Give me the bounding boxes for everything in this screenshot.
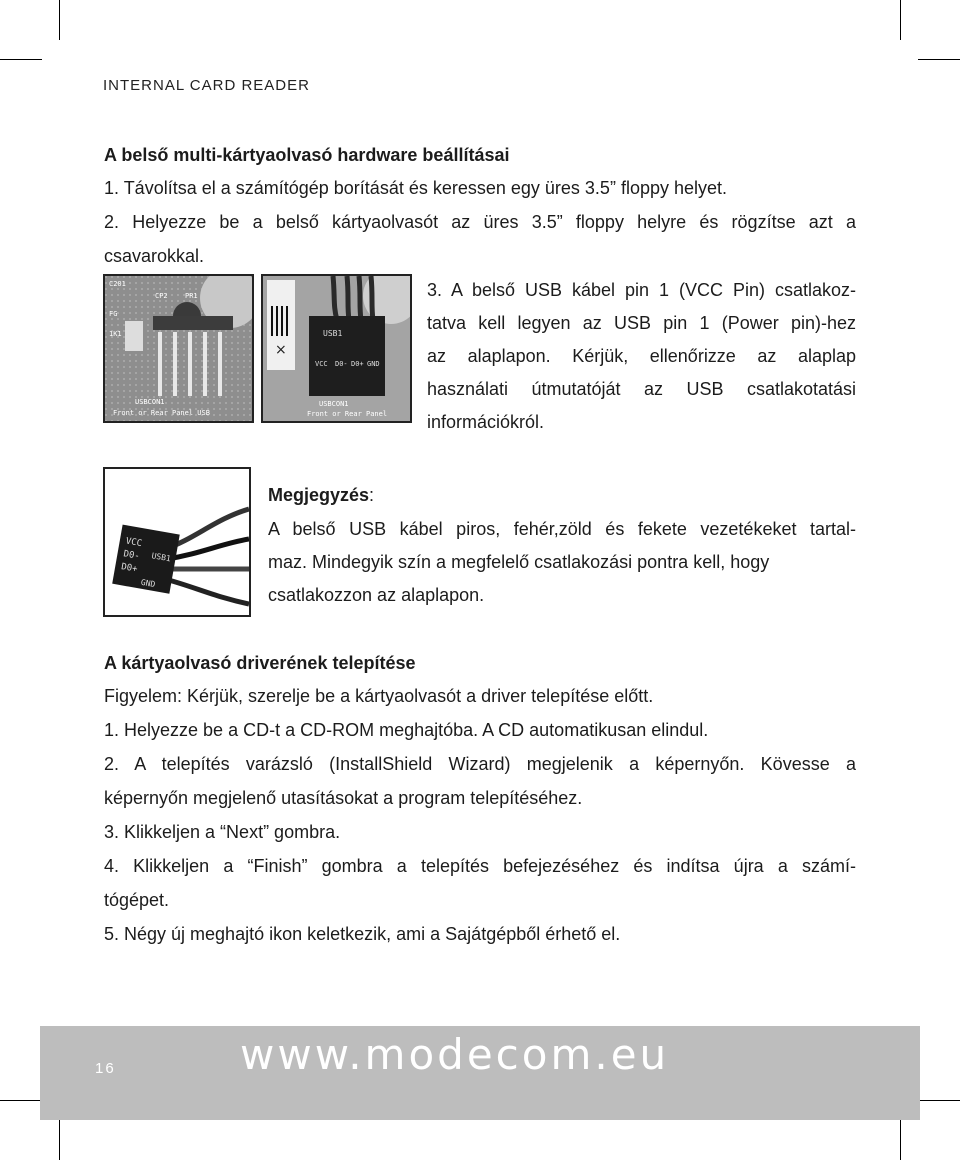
connector-label: VCC xyxy=(124,536,143,550)
step-3-line: tatva kell legyen az USB pin 1 (Power pin)-hez xyxy=(427,313,856,333)
crop-mark xyxy=(918,59,960,60)
connector-label: GND xyxy=(367,360,380,368)
x-mark: × xyxy=(275,342,287,358)
step-2-line-1: 2. Helyezze be a belső kártyaolvasót az üres 3.5” floppy helyre és rögzítse azt a xyxy=(104,212,856,232)
connector-label: GND xyxy=(140,577,156,590)
section-heading: A kártyaolvasó driverének telepítése xyxy=(104,653,416,673)
note-line: csatlakozzon az alaplapon. xyxy=(268,585,485,605)
note-line: maz. Mindegyik szín a megfelelő csatlakozási pontra kell, hogy xyxy=(268,552,770,572)
connector-label: VCC xyxy=(315,360,328,368)
website-link[interactable]: www.modecom.eu xyxy=(240,1030,670,1079)
note-colon: : xyxy=(369,485,375,505)
running-header: INTERNAL CARD READER xyxy=(103,77,310,94)
pcb-label: FG xyxy=(109,310,118,318)
pcb-label: PR1 xyxy=(185,292,198,300)
crop-mark xyxy=(0,59,42,60)
driver-line: 5. Négy új meghajtó ikon keletkezik, ami a Sajátgépből érhető el. xyxy=(104,924,621,944)
crop-mark xyxy=(59,1120,60,1160)
note-line: A belső USB kábel piros, fehér,zöld és fekete vezetékeket tartal- xyxy=(268,519,856,539)
pcb-label: C201 xyxy=(109,280,126,288)
connector-label: USB1 xyxy=(150,551,172,564)
pcb-label: USBCON1 xyxy=(319,400,349,408)
connector-label: USB1 xyxy=(323,329,343,338)
connector-label: D0- xyxy=(335,360,348,368)
pcb-label: CP2 xyxy=(155,292,168,300)
crop-mark xyxy=(0,1100,42,1101)
pcb-label: Front or Rear Panel xyxy=(307,410,388,418)
usb-connector-plugged-photo xyxy=(261,274,412,423)
driver-line: képernyőn megjelenő utasításokat a program telepítéséhez. xyxy=(104,788,583,808)
step-3-line: az alaplapon. Kérjük, ellenőrizze az alaplap xyxy=(427,346,856,366)
step-2-line-2: csavarokkal. xyxy=(104,246,205,266)
crop-mark xyxy=(900,0,901,40)
crop-mark xyxy=(918,1100,960,1101)
pcb-label: USBCON1 xyxy=(135,398,165,406)
driver-line: 1. Helyezze be a CD-t a CD-ROM meghajtóba. A CD automatikusan elindul. xyxy=(104,720,709,740)
driver-line: 4. Klikkeljen a “Finish” gombra a telepítés befejezéséhez és indítsa újra a számí- xyxy=(104,856,856,876)
crop-mark xyxy=(900,1120,901,1160)
driver-line: 2. A telepítés varázsló (InstallShield Wizard) megjelenik a képernyőn. Kövesse a xyxy=(104,754,856,774)
driver-line: Figyelem: Kérjük, szerelje be a kártyaolvasót a driver telepítése előtt. xyxy=(104,686,654,706)
driver-line: 3. Klikkeljen a “Next” gombra. xyxy=(104,822,341,842)
usb-cable-connector-photo xyxy=(103,467,251,617)
step-3-line: 3. A belső USB kábel pin 1 (VCC Pin) csatlakoz- xyxy=(427,280,856,300)
crop-mark xyxy=(59,0,60,40)
step-1: 1. Távolítsa el a számítógép borítását és keressen egy üres 3.5” floppy helyet. xyxy=(104,178,728,198)
section-heading: A belső multi-kártyaolvasó hardware beállításai xyxy=(104,145,510,165)
connector-label: D0+ xyxy=(120,562,139,575)
driver-line: tógépet. xyxy=(104,890,170,910)
connector-label: D0+ xyxy=(351,360,364,368)
step-3-line: információkról. xyxy=(427,412,545,432)
note-title: Megjegyzés xyxy=(268,485,370,505)
page-number: 16 xyxy=(95,1060,116,1077)
pcb-label: 1K1 xyxy=(109,330,122,338)
motherboard-usb-header-photo xyxy=(103,274,254,423)
connector-label: D0- xyxy=(122,549,141,562)
pcb-label: Front or Rear Panel USB xyxy=(113,409,210,417)
note-title-line xyxy=(268,482,374,508)
step-3-line: használati útmutatóját az USB csatlakotatási xyxy=(427,379,856,399)
